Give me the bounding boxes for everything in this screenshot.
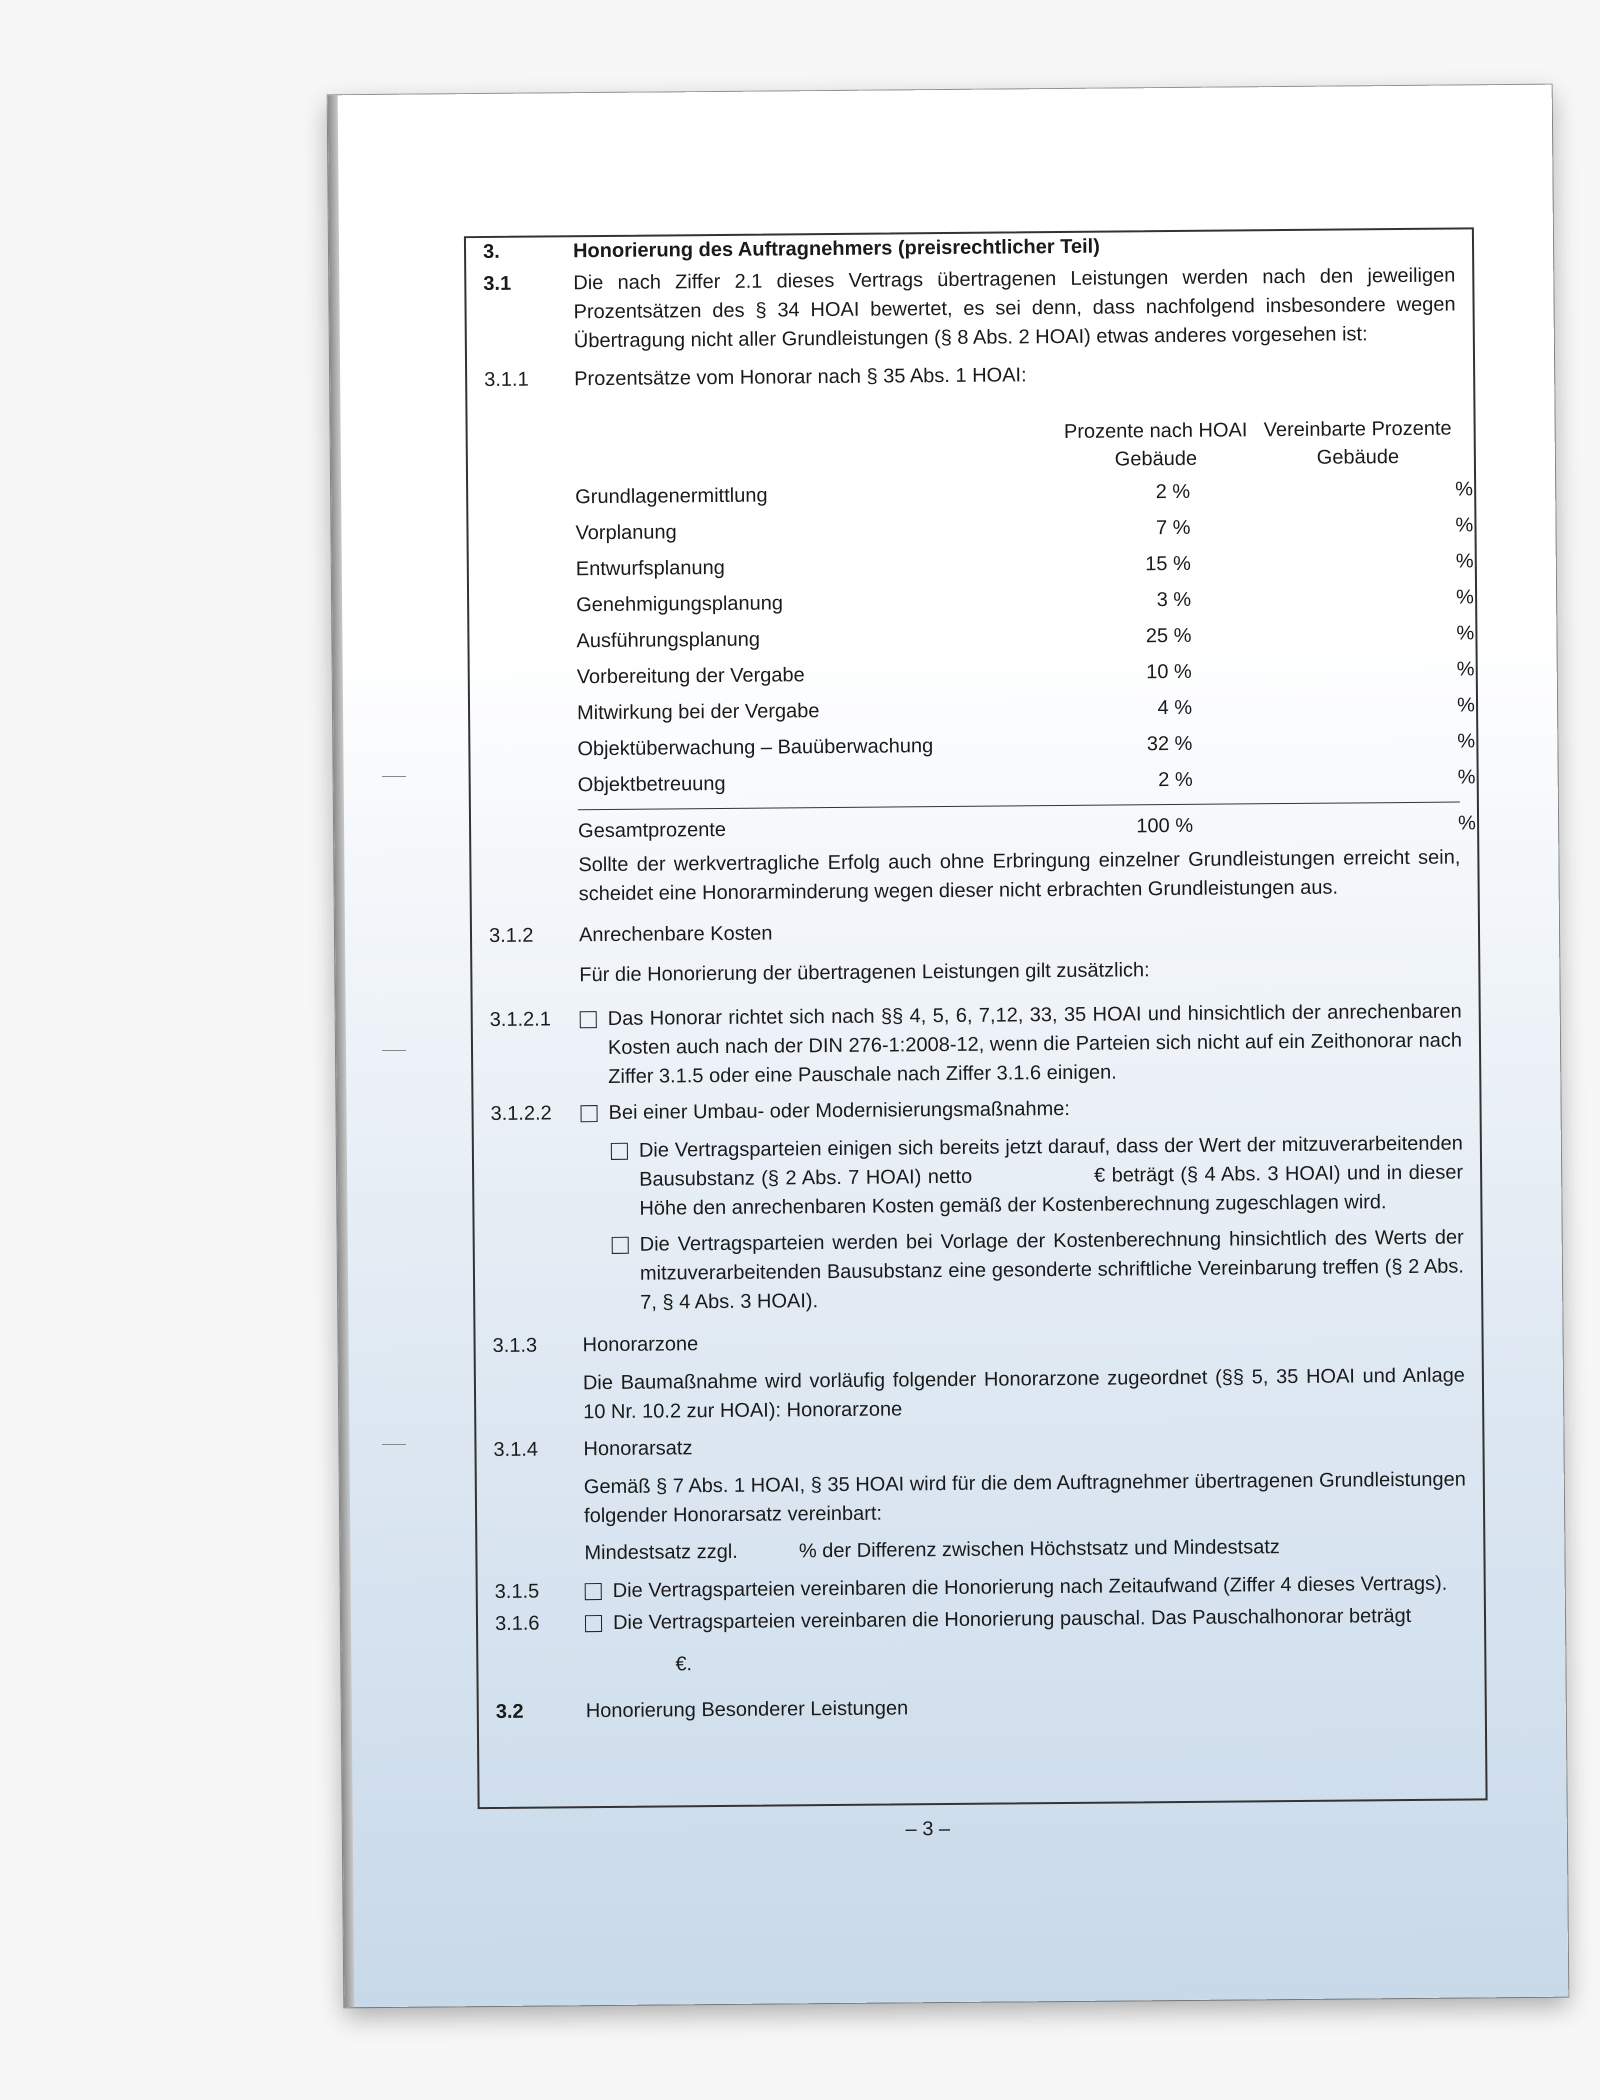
hoai-percent: 2 % — [1158, 768, 1193, 792]
hoai-percent: 15 % — [1145, 552, 1191, 576]
section-3-2 — [479, 1689, 1485, 1723]
page-number: – 3 – — [905, 1818, 951, 1841]
option-checkbox[interactable] — [581, 1105, 598, 1122]
phase-label: Vorbereitung der Vergabe — [576, 664, 805, 689]
agreed-percent: % — [1455, 478, 1474, 501]
hoai-percent: 32 % — [1146, 732, 1193, 756]
option-text-part: Die Vertragsparteien einigen sich bereits jetzt darauf, dass der Wert der mitzuverarbeitenden Bausubstanz (§ 2 Abs. 7 HOAI) netto — [638, 1132, 1463, 1191]
section-3-1-1 — [467, 357, 1473, 392]
option-checkbox[interactable] — [612, 1237, 629, 1254]
agreed-percent: % — [1456, 658, 1475, 681]
section-number: 3.1.2.1 — [489, 1008, 552, 1031]
phase-label: Objektbetreuung — [577, 772, 726, 797]
section-title: Honorierung des Auftragnehmers (preisrechtlicher Teil) — [572, 235, 1100, 263]
section-title: Prozentsätze vom Honorar nach § 35 Abs. 1 HOAI: — [574, 364, 1027, 391]
paragraph: Bei einer Umbau- oder Modernisierungsmaßnahme: — [608, 1097, 1070, 1124]
section-number: 3.1.3 — [492, 1334, 538, 1357]
table-row — [577, 760, 1476, 804]
honorarsatz-part: % der Differenz zwischen Höchstsatz und Mindestsatz — [798, 1536, 1280, 1563]
section-number: 3.1.5 — [494, 1580, 540, 1603]
total-label: Gesamtprozente — [578, 818, 727, 843]
euro-sign: €. — [675, 1653, 693, 1676]
honorarsatz-line — [477, 1531, 1483, 1565]
paragraph: Die nach Ziffer 2.1 dieses Vertrags übertragenen Leistungen werden nach den jeweiligen Prozentsätzen des § 34 HOAI bewertet, es sei denn, dass nachfolgend insbesondere wegen Übertragung nicht aller Grundleistungen (§ 8 Abs. 2 HOAI) etwas anderes vorgesehen ist: — [573, 264, 1456, 353]
honorarsatz-part: Mindestsatz zzgl. — [584, 1540, 738, 1565]
column-header-hoai: Prozente nach HOAI Gebäude — [1063, 419, 1248, 471]
paragraph: Die Vertragsparteien vereinbaren die Honorierung pauschal. Das Pauschalhonorar beträgt — [612, 1604, 1412, 1634]
section-3-heading — [466, 229, 1472, 264]
paragraph: Das Honorar richtet sich nach §§ 4, 5, 6, 7,12, 33, 35 HOAI und hinsichtlich der anrechenbaren Kosten auch nach der DIN 276-1:2008-12, wenn die Parteien sich nicht auf ein Zeithonorar nach Ziffer 3.1.5 oder eine Pauschale nach Ziffer 3.1.6 einigen. — [607, 1000, 1463, 1088]
section-3-1-5 — [478, 1569, 1484, 1603]
paragraph: Gemäß § 7 Abs. 1 HOAI, § 35 HOAI wird für die dem Auftragnehmer übertragenen Grundleistungen folgender Honorarsatz vereinbart: — [583, 1468, 1466, 1528]
document-page — [328, 85, 1569, 2008]
section-3-1-3-text — [476, 1361, 1482, 1424]
agreed-percent: % — [1455, 550, 1474, 573]
section-number: 3.1.2 — [488, 924, 534, 948]
option-b — [475, 1223, 1481, 1314]
paragraph: Die Baumaßnahme wird vorläufig folgender Honorarzone zugeordnet (§§ 5, 35 HOAI und Anlage 10 Nr. 10.2 zur HOAI): Honorarzone — [582, 1364, 1465, 1424]
column-header-agreed: Vereinbarte Prozente Gebäude — [1263, 417, 1452, 469]
phase-label: Vorplanung — [575, 521, 677, 545]
section-title: Honorierung Besonderer Leistungen — [585, 1697, 909, 1723]
section-number: 3.1 — [483, 272, 512, 296]
phase-label: Entwurfsplanung — [575, 556, 725, 581]
phase-label: Genehmigungsplanung — [576, 592, 784, 617]
hoai-percent: 4 % — [1157, 696, 1193, 720]
section-title: Honorarzone — [582, 1333, 699, 1357]
section-3-1-2-2 — [473, 1091, 1479, 1125]
section-number: 3.1.1 — [484, 368, 529, 392]
section-number: 3.2 — [495, 1700, 524, 1723]
option-a — [474, 1129, 1480, 1220]
option-checkbox[interactable] — [580, 1011, 597, 1028]
hoai-percent: 3 % — [1156, 588, 1192, 612]
section-number: 3.1.2.2 — [490, 1102, 552, 1125]
table-total-row — [578, 806, 1476, 850]
section-number: 3.1.4 — [493, 1438, 539, 1461]
margin-tick — [382, 776, 406, 777]
agreed-percent: % — [1457, 730, 1476, 753]
total-agreed-percent: % — [1457, 812, 1476, 835]
option-checkbox[interactable] — [585, 1583, 602, 1600]
section-title: Anrechenbare Kosten — [578, 922, 773, 947]
phase-label: Objektüberwachung – Bauüberwachung — [577, 735, 934, 761]
option-text: Die Vertragsparteien werden bei Vorlage der Kostenberechnung hinsichtlich des Werts der mitzuverarbeitenden Bausubstanz eine gesonderte schriftliche Vereinbarung treffen (§ 2 Abs. 7, § 4 Abs. 3 HOAI). — [639, 1226, 1465, 1314]
note-text: Sollte der werkvertragliche Erfolg auch ohne Erbringung einzelner Grundleistungen erreicht sein, scheidet eine Honorarminderung wegen dieser nicht erbrachten Grundleistungen aus. — [578, 846, 1461, 906]
hoai-percent: 10 % — [1146, 660, 1192, 684]
phase-label: Ausführungsplanung — [576, 628, 761, 653]
paragraph: Für die Honorierung der übertragenen Leistungen gilt zusätzlich: — [579, 959, 1150, 987]
section-3-1-2 — [472, 913, 1478, 948]
section-3-1-4 — [476, 1427, 1482, 1461]
option-text — [639, 1130, 1464, 1224]
agreed-percent: % — [1456, 622, 1475, 645]
section-number: 3. — [482, 240, 500, 264]
section-3-1-4-text — [477, 1465, 1483, 1528]
phase-label: Mitwirkung bei der Vergabe — [576, 700, 820, 725]
option-checkbox[interactable] — [611, 1143, 628, 1160]
section-title: Honorarsatz — [583, 1437, 693, 1461]
option-text-part: € beträgt (§ 4 Abs. 3 HOAI) und in dieser Höhe den anrechenbaren Kosten gemäß der Kostenberechnung zugeschlagen wird. — [639, 1161, 1464, 1220]
content-frame — [464, 227, 1488, 1809]
agreed-percent: % — [1456, 586, 1474, 609]
section-3-1-2-1 — [473, 997, 1479, 1088]
section-3-1-2-intro — [472, 953, 1478, 987]
total-hoai-percent: 100 % — [1136, 814, 1194, 838]
margin-tick — [382, 1050, 406, 1051]
option-checkbox[interactable] — [585, 1615, 602, 1632]
honorarsatz-text — [584, 1531, 1466, 1568]
section-3-1-3 — [475, 1323, 1481, 1357]
margin-tick — [382, 1444, 406, 1445]
section-number: 3.1.6 — [494, 1612, 540, 1635]
hoai-percent: 2 % — [1155, 480, 1191, 504]
phase-label: Grundlagenermittlung — [575, 484, 768, 509]
agreed-percent: % — [1455, 514, 1474, 537]
hoai-percent: 7 % — [1155, 516, 1191, 540]
agreed-percent: % — [1457, 766, 1476, 789]
paragraph: Die Vertragsparteien vereinbaren die Honorierung nach Zeitaufwand (Ziffer 4 dieses Vertrags). — [612, 1572, 1448, 1602]
agreed-percent: % — [1456, 694, 1475, 717]
hoai-percent: 25 % — [1145, 624, 1192, 648]
